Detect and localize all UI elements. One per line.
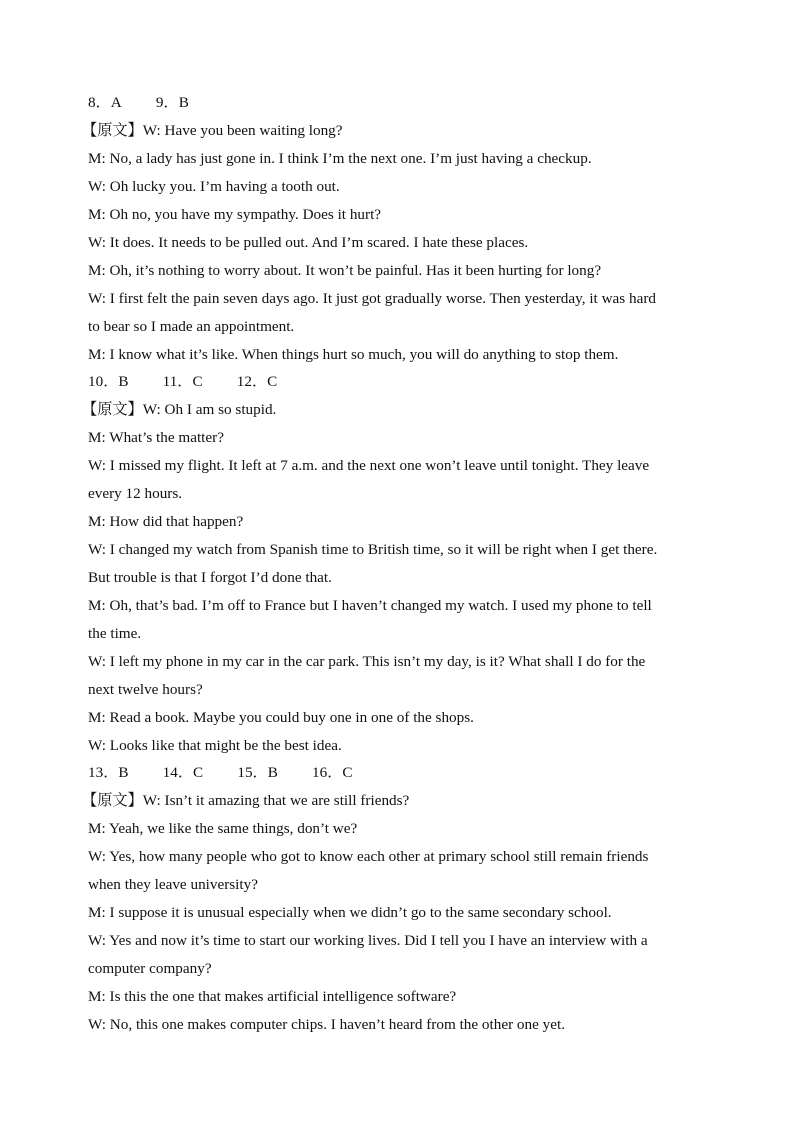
dialogue-line: next twelve hours? <box>88 681 203 698</box>
dialogue-line: W: I first felt the pain seven days ago. It just got gradually worse. Then yesterday, it was hard <box>88 290 656 307</box>
dialogue-line: W: I missed my flight. It left at 7 a.m. and the next one won’t leave until tonight. They leave <box>88 457 650 474</box>
transcript-heading: 【原文】W: Isn’t it amazing that we are still friends? <box>82 792 410 809</box>
dialogue-line: W: It does. It needs to be pulled out. And I’m scared. I hate these places. <box>88 234 529 251</box>
dialogue-line: M: Read a book. Maybe you could buy one in one of the shops. <box>88 709 474 726</box>
dialogue-line: to bear so I made an appointment. <box>88 318 295 335</box>
dialogue-line: M: No, a lady has just gone in. I think I’m the next one. I’m just having a checkup. <box>88 150 592 167</box>
answer-key-line: 8．A 9．B <box>88 94 189 111</box>
dialogue-line: M: I suppose it is unusual especially when we didn’t go to the same secondary school. <box>88 904 612 921</box>
dialogue-line: W: I left my phone in my car in the car park. This isn’t my day, is it? What shall I do for the <box>88 653 646 670</box>
dialogue-line: W: Oh lucky you. I’m having a tooth out. <box>88 178 340 195</box>
dialogue-line: But trouble is that I forgot I’d done that. <box>88 569 332 586</box>
dialogue-line: W: I changed my watch from Spanish time to British time, so it will be right when I get there. <box>88 541 658 558</box>
transcript-heading: 【原文】W: Oh I am so stupid. <box>82 401 277 418</box>
dialogue-line: W: Yes and now it’s time to start our working lives. Did I tell you I have an interview with a <box>88 932 648 949</box>
dialogue-line: M: How did that happen? <box>88 513 244 530</box>
dialogue-line: M: Oh, that’s bad. I’m off to France but I haven’t changed my watch. I used my phone to tell <box>88 597 652 614</box>
transcript-heading: 【原文】W: Have you been waiting long? <box>82 122 343 139</box>
dialogue-line: M: Yeah, we like the same things, don’t we? <box>88 820 358 837</box>
dialogue-line: M: Oh no, you have my sympathy. Does it hurt? <box>88 206 382 223</box>
dialogue-line: M: I know what it’s like. When things hurt so much, you will do anything to stop them. <box>88 346 619 363</box>
dialogue-line: W: No, this one makes computer chips. I haven’t heard from the other one yet. <box>88 1016 565 1033</box>
dialogue-line: when they leave university? <box>88 876 258 893</box>
dialogue-line: the time. <box>88 625 142 642</box>
dialogue-line: computer company? <box>88 960 212 977</box>
answer-key-line: 10．B 11．C 12．C <box>88 373 278 390</box>
dialogue-line: M: What’s the matter? <box>88 429 224 446</box>
dialogue-line: M: Is this the one that makes artificial intelligence software? <box>88 988 457 1005</box>
dialogue-line: M: Oh, it’s nothing to worry about. It won’t be painful. Has it been hurting for long? <box>88 262 602 279</box>
dialogue-line: W: Looks like that might be the best idea. <box>88 737 342 754</box>
dialogue-line: W: Yes, how many people who got to know each other at primary school still remain friends <box>88 848 649 865</box>
dialogue-line: every 12 hours. <box>88 485 183 502</box>
answer-key-line: 13．B 14．C 15．B 16．C <box>88 764 353 781</box>
